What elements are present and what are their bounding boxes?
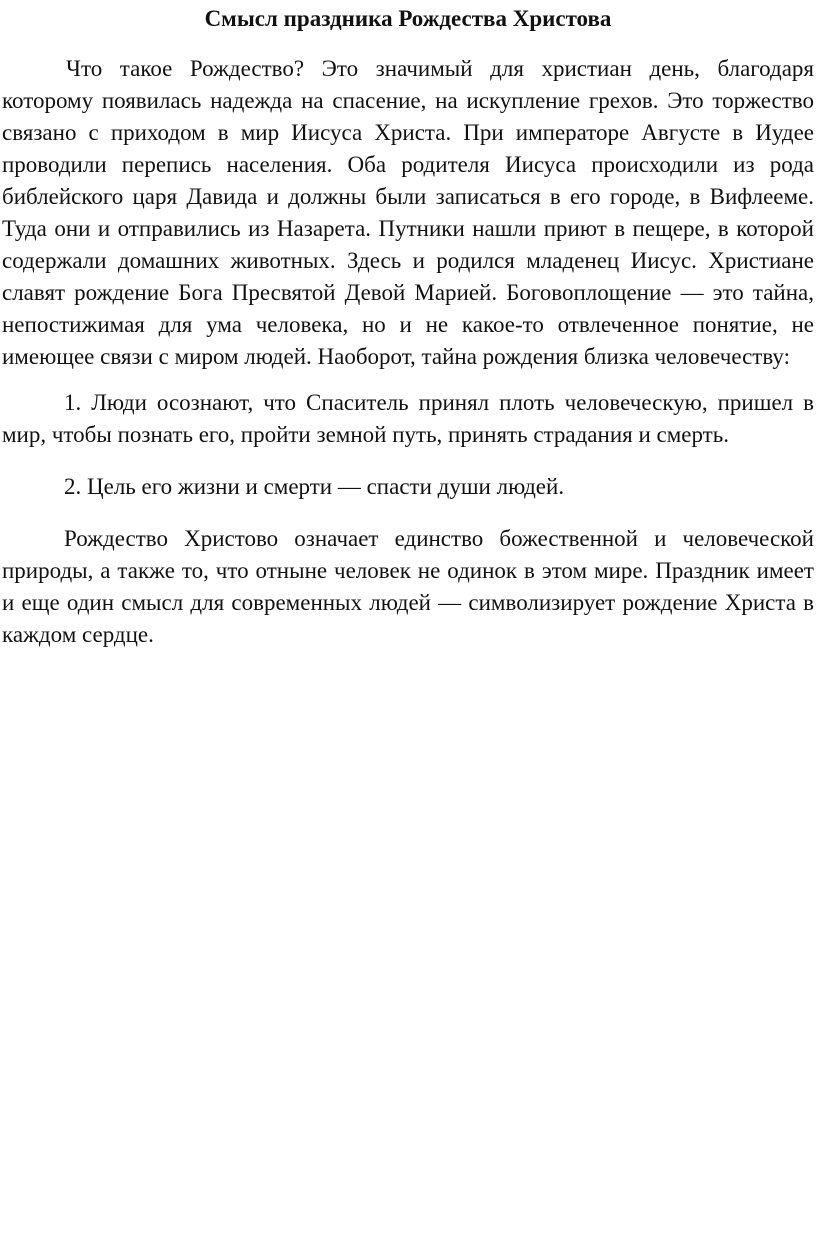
list-item-1: 1. Люди осознают, что Спаситель принял плоть человеческую, пришел в мир, чтобы познать его, пройти земной путь, принять страдания и смерть.: [2, 390, 814, 447]
document-title: Смысл праздника Рождества Христова: [204, 6, 612, 31]
list-item-2: 2. Цель его жизни и смерти — спасти души людей.: [64, 474, 565, 499]
intro-paragraph: Что такое Рождество? Это значимый для христиан день, благодаря которому появилась надежда на спасение, на искупление грехов. Это торжество связано с приходом в мир Иисуса Христа. При императоре Августе в Иудее проводили перепись населения. Оба родителя Иисуса происходили из рода библейского царя Давида и должны были записаться в его городе, в Вифлееме. Туда они и отправились из Назарета. Путники нашли приют в пещере, в которой содержали домашних животных. Здесь и родился младенец Иисус. Христиане славят рождение Бога Пресвятой Девой Марией. Боговоплощение — это тайна, непостижимая для ума человека, но и не какое-то отвлеченное понятие, не имеющее связи с миром людей. Наоборот, тайна рождения близка человечеству:: [2, 56, 814, 369]
closing-paragraph: Рождество Христово означает единство божественной и человеческой природы, а также то, что отныне человек не одинок в этом мире. Праздник имеет и еще один смысл для современных людей — символизирует рождение Христа в каждом сердце.: [2, 526, 814, 647]
document-body: [2, 4, 814, 651]
